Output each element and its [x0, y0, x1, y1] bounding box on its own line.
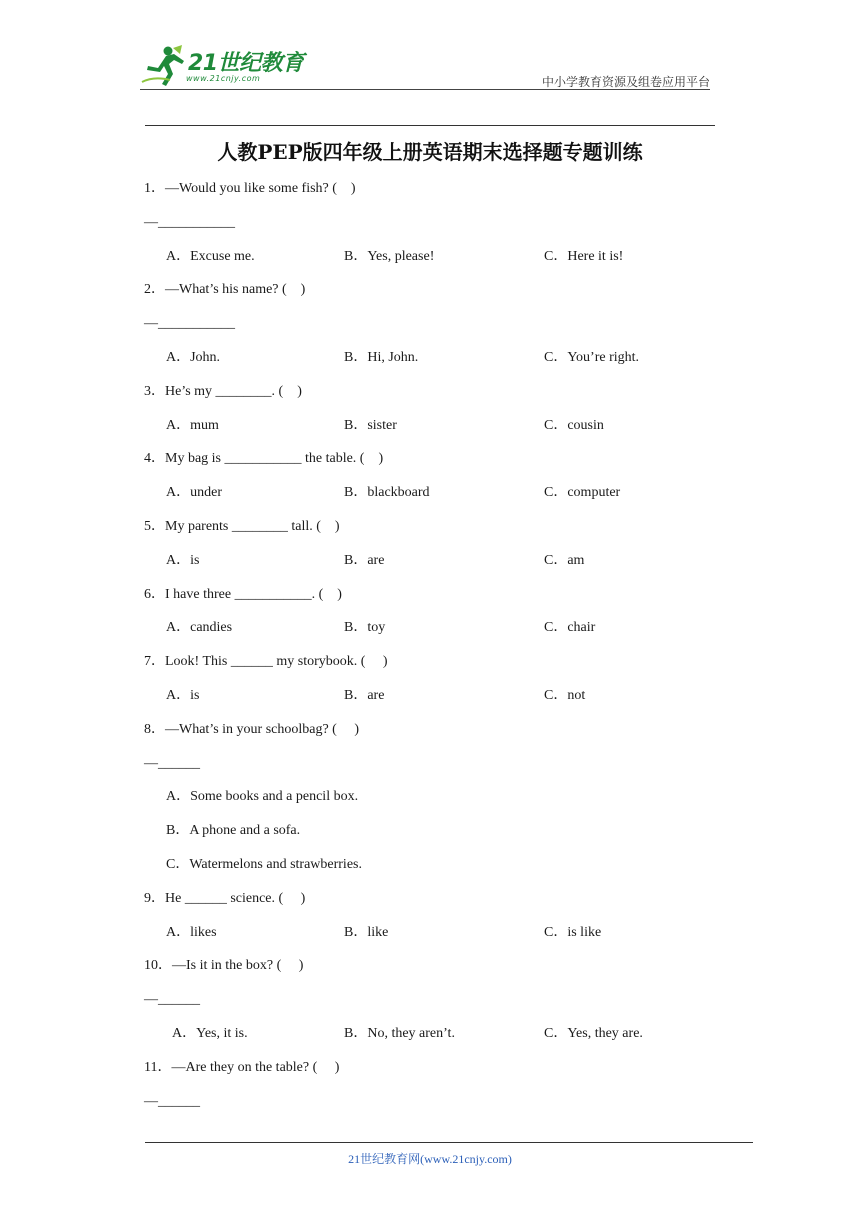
question-5-options: [144, 550, 744, 584]
option-a[interactable]: A．is: [166, 687, 200, 703]
option-a[interactable]: A．Yes, it is.: [172, 1025, 248, 1041]
option-c[interactable]: C．Yes, they are.: [544, 1025, 643, 1041]
question-4-stem: 4．My bag is ___________ the table. ( ): [144, 451, 384, 467]
title-divider: [145, 125, 715, 126]
question-10-stem: 10．—Is it in the box? ( ): [144, 958, 304, 974]
question-2-options: [144, 347, 744, 381]
question-8-answer-line: —______: [144, 755, 200, 771]
option-a[interactable]: A．John.: [166, 349, 221, 365]
question-1-stem: 1．—Would you like some fish? ( ): [144, 181, 356, 196]
option-a[interactable]: A．is: [166, 552, 200, 568]
option-c[interactable]: C．am: [544, 552, 585, 568]
site-logo[interactable]: [140, 44, 310, 90]
question-1-answer-line: —___________: [144, 214, 235, 230]
option-b[interactable]: B．like: [344, 924, 389, 940]
option-a[interactable]: A．Excuse me.: [166, 248, 255, 264]
option-c[interactable]: C．cousin: [544, 417, 604, 433]
option-c[interactable]: C．computer: [544, 485, 621, 501]
question-2-stem: 2．—What’s his name? ( ): [144, 282, 306, 298]
question-4-options: [144, 482, 744, 516]
question-3-options: [144, 415, 744, 449]
question-10-answer-line: —______: [144, 992, 200, 1008]
option-c[interactable]: C．Here it is!: [544, 248, 624, 264]
question-list: [144, 178, 744, 1124]
question-11-stem: 11．—Are they on the table? ( ): [144, 1059, 340, 1075]
page-title: 人教PEP版四年级上册英语期末选择题专题训练: [217, 140, 643, 164]
option-a[interactable]: A．likes: [166, 924, 217, 940]
option-a[interactable]: A．under: [166, 485, 222, 501]
runner-logo-icon: [140, 44, 186, 88]
option-c[interactable]: C．not: [544, 687, 586, 703]
question-11-answer-line: —______: [144, 1093, 200, 1109]
option-b[interactable]: B．are: [344, 552, 385, 568]
option-c[interactable]: C．chair: [544, 620, 596, 636]
footer-link[interactable]: 21世纪教育网(www.21cnjy.com): [348, 1152, 512, 1166]
question-2-answer-line: —___________: [144, 316, 235, 332]
question-8-stem: 8．—What’s in your schoolbag? ( ): [144, 721, 360, 737]
question-10-options: [144, 1023, 744, 1057]
logo-text: 21世纪教育: [188, 51, 304, 76]
option-b[interactable]: B．No, they aren’t.: [344, 1025, 455, 1041]
question-3-stem: 3．He’s my ________. ( ): [144, 383, 302, 399]
option-c[interactable]: C．is like: [544, 924, 602, 940]
option-b[interactable]: B．Hi, John.: [344, 349, 419, 365]
option-b[interactable]: B．Yes, please!: [344, 248, 435, 264]
question-8-option-b[interactable]: B．A phone and a sofa.: [166, 823, 301, 839]
logo-url: www.21cnjy.com: [186, 74, 261, 83]
question-7-stem: 7．Look! This ______ my storybook. ( ): [144, 654, 388, 670]
question-1-options: [144, 246, 744, 280]
option-b[interactable]: B．blackboard: [344, 485, 430, 501]
header-slogan: 中小学教育资源及组卷应用平台: [541, 75, 710, 89]
option-c[interactable]: C．You’re right.: [544, 349, 640, 365]
header-divider: [140, 89, 710, 90]
option-a[interactable]: A．candies: [166, 620, 233, 636]
option-a[interactable]: A．mum: [166, 417, 219, 433]
option-b[interactable]: B．are: [344, 687, 385, 703]
question-8-option-c[interactable]: C．Watermelons and strawberries.: [166, 856, 362, 872]
footer-divider: [145, 1142, 753, 1143]
question-6-stem: 6．I have three ___________. ( ): [144, 586, 342, 602]
option-b[interactable]: B．sister: [344, 417, 397, 433]
question-7-options: [144, 685, 744, 719]
question-6-options: [144, 617, 744, 651]
question-5-stem: 5．My parents ________ tall. ( ): [144, 518, 340, 534]
option-b[interactable]: B．toy: [344, 620, 386, 636]
question-9-stem: 9．He ______ science. ( ): [144, 890, 306, 906]
question-9-options: [144, 922, 744, 956]
question-8-option-a[interactable]: A．Some books and a pencil box.: [166, 789, 359, 805]
